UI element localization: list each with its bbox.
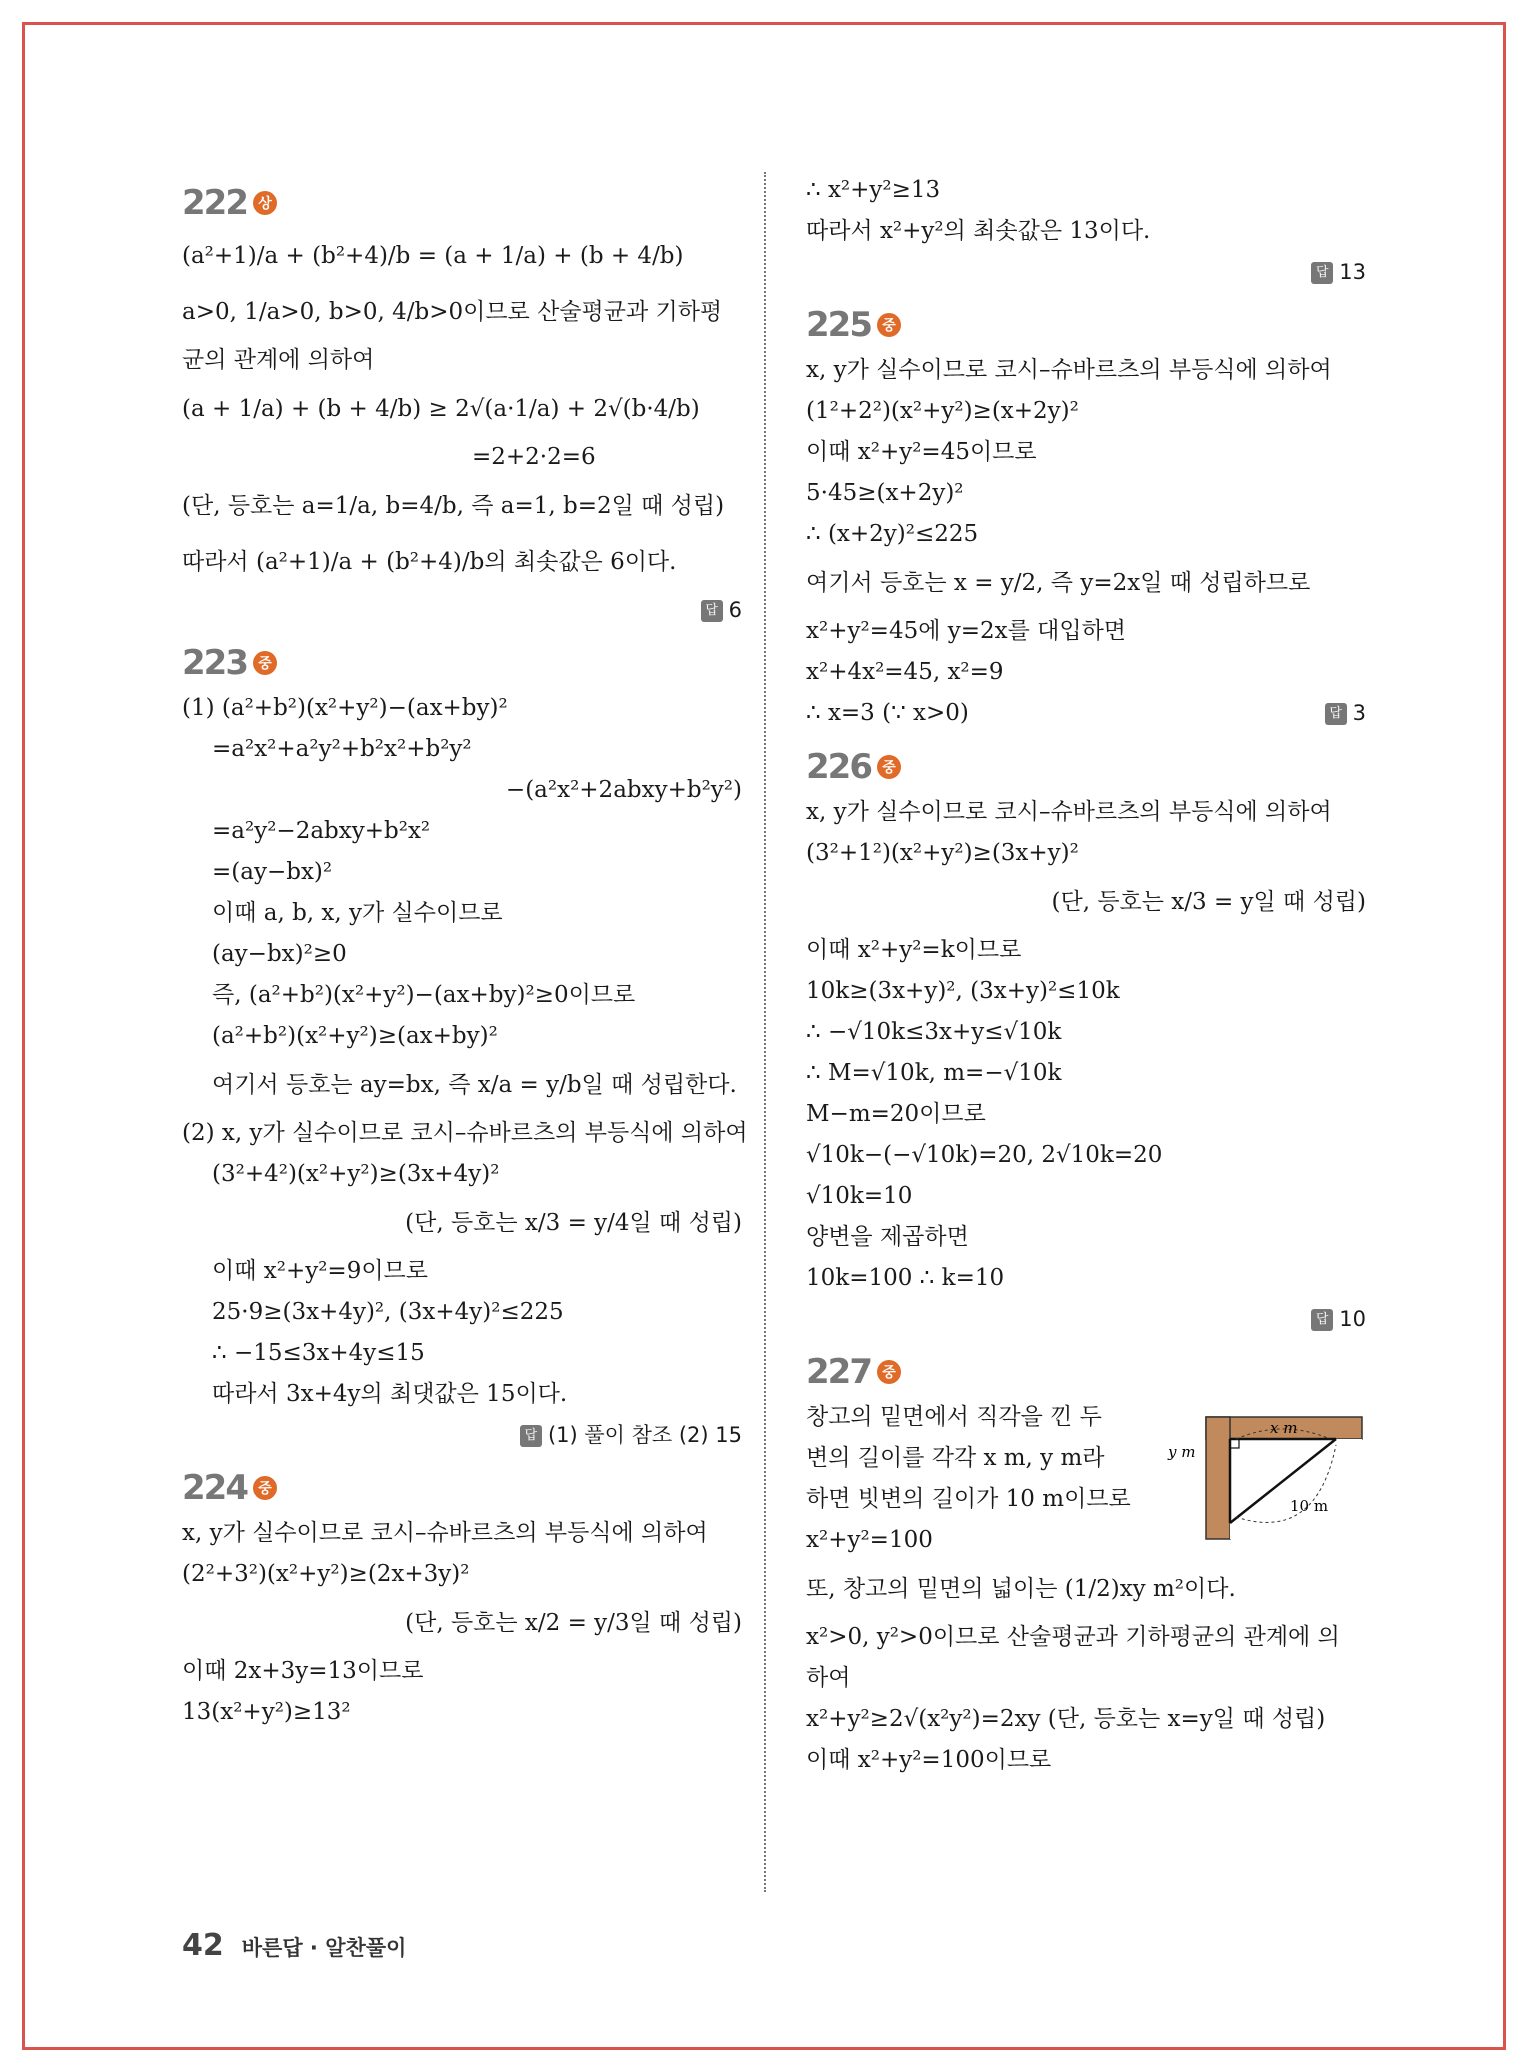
solution-line: (a + 1/a) + (b + 4/b) ≥ 2√(a·1/a) + 2√(b·4/b) — [182, 396, 700, 422]
answer-value: 13 — [1339, 260, 1366, 284]
floor-area — [1230, 1439, 1362, 1539]
solution-line: M−m=20이므로 — [806, 1101, 986, 1127]
solution-line: a>0, 1/a>0, b>0, 4/b>0이므로 산술평균과 기하평 — [182, 299, 723, 325]
solution-line: ∴ (x+2y)²≤225 — [806, 521, 979, 547]
left-column — [182, 170, 748, 1733]
solution-line: (a²+1)/a + (b²+4)/b = (a + 1/a) + (b + 4/b) — [182, 243, 684, 269]
problem-227-intro — [806, 1397, 1366, 1561]
solution-line: 10k≥(3x+y)², (3x+y)²≤10k — [806, 978, 1120, 1004]
solution-line: =(ay−bx)² — [212, 859, 333, 885]
solution-text: ∴ x=3 (∵ x>0) — [806, 700, 969, 726]
solution-line: x, y가 실수이므로 코시–슈바르츠의 부등식에 의하여 — [182, 1520, 708, 1546]
solution-line: 창고의 밑면에서 직각을 낀 두 — [806, 1404, 1102, 1430]
solution-line: 10k=100 ∴ k=10 — [806, 1265, 1005, 1291]
problem-226-header — [806, 742, 1366, 792]
page-footer — [182, 1928, 406, 1963]
solution-line: (1) (a²+b²)(x²+y²)−(ax+by)² — [182, 695, 508, 721]
solution-line: (단, 등호는 a=1/a, b=4/b, 즉 a=1, b=2일 때 성립) — [182, 493, 725, 519]
solution-line: 5·45≥(x+2y)² — [806, 480, 964, 506]
answer-icon: 답 — [520, 1425, 542, 1447]
answer-value: (1) 풀이 참조 (2) 15 — [547, 1423, 742, 1447]
solution-line: =a²x²+a²y²+b²x²+b²y² — [212, 736, 472, 762]
solution-line: 균의 관계에 의하여 — [182, 347, 375, 373]
solution-line: (ay−bx)²≥0 — [212, 941, 347, 967]
solution-line: (1²+2²)(x²+y²)≥(x+2y)² — [806, 398, 1079, 424]
difficulty-badge: 중 — [253, 651, 277, 675]
solution-line: √10k−(−√10k)=20, 2√10k=20 — [806, 1142, 1163, 1168]
solution-line: 하면 빗변의 길이가 10 m이므로 — [806, 1486, 1131, 1512]
solution-line: 하여 — [806, 1665, 851, 1691]
problem-number: 224 — [182, 1468, 247, 1508]
problem-number: 222 — [182, 183, 247, 223]
column-divider — [764, 172, 766, 1892]
problem-222-header — [182, 178, 742, 228]
solution-line: x²>0, y²>0이므로 산술평균과 기하평균의 관계에 의 — [806, 1624, 1340, 1650]
answer-value: 10 — [1339, 1307, 1366, 1331]
difficulty-badge: 상 — [253, 191, 277, 215]
solution-line: ∴ M=√10k, m=−√10k — [806, 1060, 1062, 1086]
difficulty-badge: 중 — [877, 1360, 901, 1384]
solution-line: 또, 창고의 밑면의 넓이는 (1/2)xy m²이다. — [806, 1576, 1236, 1602]
answer-icon: 답 — [701, 600, 723, 622]
solution-line: 이때 2x+3y=13이므로 — [182, 1658, 424, 1684]
solution-line: 즉, (a²+b²)(x²+y²)−(ax+by)²≥0이므로 — [212, 982, 636, 1008]
solution-line: ∴ −√10k≤3x+y≤√10k — [806, 1019, 1062, 1045]
label-hyp: 10 m — [1290, 1497, 1329, 1515]
solution-line: (2) x, y가 실수이므로 코시–슈바르츠의 부등식에 의하여 — [182, 1120, 748, 1146]
label-y: y m — [1168, 1443, 1196, 1461]
solution-line: x²+y²≥2√(x²y²)=2xy (단, 등호는 x=y일 때 성립) — [806, 1706, 1326, 1732]
answer-value: 3 — [1352, 701, 1366, 725]
solution-line: 이때 x²+y²=100이므로 — [806, 1747, 1052, 1773]
answer-icon: 답 — [1325, 703, 1347, 725]
problem-number: 223 — [182, 643, 247, 683]
solution-line: 이때 x²+y²=45이므로 — [806, 439, 1037, 465]
solution-line: 따라서 x²+y²의 최솟값은 13이다. — [806, 218, 1151, 244]
difficulty-badge: 중 — [253, 1476, 277, 1500]
solution-line: 13(x²+y²)≥13² — [182, 1699, 351, 1725]
solution-line: x²+4x²=45, x²=9 — [806, 659, 1004, 685]
solution-line: (단, 등호는 x/2 = y/3일 때 성립) — [405, 1610, 742, 1636]
solution-line: (단, 등호는 x/3 = y/4일 때 성립) — [405, 1210, 742, 1236]
answer-223 — [182, 1415, 742, 1455]
problem-227-header — [806, 1347, 1366, 1397]
solution-line: 따라서 3x+4y의 최댓값은 15이다. — [212, 1381, 568, 1407]
solution-line: ∴ x²+y²≥13 — [806, 177, 941, 203]
solution-line: x, y가 실수이므로 코시–슈바르츠의 부등식에 의하여 — [806, 799, 1332, 825]
right-column — [806, 170, 1366, 1781]
problem-225-header — [806, 300, 1366, 350]
answer-222 — [182, 590, 742, 630]
solution-line: (3²+1²)(x²+y²)≥(3x+y)² — [806, 840, 1079, 866]
problem-224-header — [182, 1463, 742, 1513]
answer-226 — [806, 1299, 1366, 1339]
solution-line: 25·9≥(3x+4y)², (3x+4y)²≤225 — [212, 1299, 564, 1325]
solution-line: 이때 x²+y²=9이므로 — [212, 1258, 428, 1284]
problem-number: 226 — [806, 747, 871, 787]
solution-line: x²+y²=45에 y=2x를 대입하면 — [806, 618, 1127, 644]
problem-number: 227 — [806, 1352, 871, 1392]
solution-line: 변의 길이를 각각 x m, y m라 — [806, 1445, 1105, 1471]
solution-line: 따라서 (a²+1)/a + (b²+4)/b의 최솟값은 6이다. — [182, 549, 677, 575]
problem-number: 225 — [806, 305, 871, 345]
book-title: 바른답 · 알찬풀이 — [241, 1936, 407, 1960]
problem-227-text — [806, 1397, 1136, 1561]
solution-line: x, y가 실수이므로 코시–슈바르츠의 부등식에 의하여 — [806, 357, 1332, 383]
solution-line: (2²+3²)(x²+y²)≥(2x+3y)² — [182, 1561, 470, 1587]
difficulty-badge: 중 — [877, 755, 901, 779]
solution-line: x²+y²=100 — [806, 1527, 933, 1553]
warehouse-diagram — [1166, 1413, 1366, 1543]
answer-225 — [1325, 693, 1366, 734]
solution-line: =2+2·2=6 — [472, 444, 596, 470]
solution-line: ∴ −15≤3x+4y≤15 — [212, 1340, 425, 1366]
solution-line: (단, 등호는 x/3 = y일 때 성립) — [1051, 889, 1366, 915]
problem-223-header — [182, 638, 742, 688]
solution-line: (a²+b²)(x²+y²)≥(ax+by)² — [212, 1023, 498, 1049]
solution-line: 이때 a, b, x, y가 실수이므로 — [212, 900, 503, 926]
answer-224 — [806, 252, 1366, 292]
solution-line: −(a²x²+2abxy+b²y²) — [505, 777, 742, 803]
solution-line: 여기서 등호는 ay=bx, 즉 x/a = y/b일 때 성립한다. — [212, 1072, 737, 1098]
solution-line: 여기서 등호는 x = y/2, 즉 y=2x일 때 성립하므로 — [806, 570, 1311, 596]
answer-value: 6 — [728, 598, 742, 622]
page-number: 42 — [182, 1928, 224, 1963]
solution-line: √10k=10 — [806, 1183, 913, 1209]
wall-left — [1206, 1417, 1230, 1539]
answer-icon: 답 — [1311, 1309, 1333, 1331]
label-x: x m — [1270, 1419, 1298, 1437]
solution-line: 이때 x²+y²=k이므로 — [806, 937, 1022, 963]
answer-icon: 답 — [1311, 262, 1333, 284]
solution-line — [806, 693, 1366, 734]
difficulty-badge: 중 — [877, 313, 901, 337]
solution-line: =a²y²−2abxy+b²x² — [212, 818, 431, 844]
solution-line: 양변을 제곱하면 — [806, 1224, 969, 1250]
solution-line: (3²+4²)(x²+y²)≥(3x+4y)² — [212, 1161, 500, 1187]
